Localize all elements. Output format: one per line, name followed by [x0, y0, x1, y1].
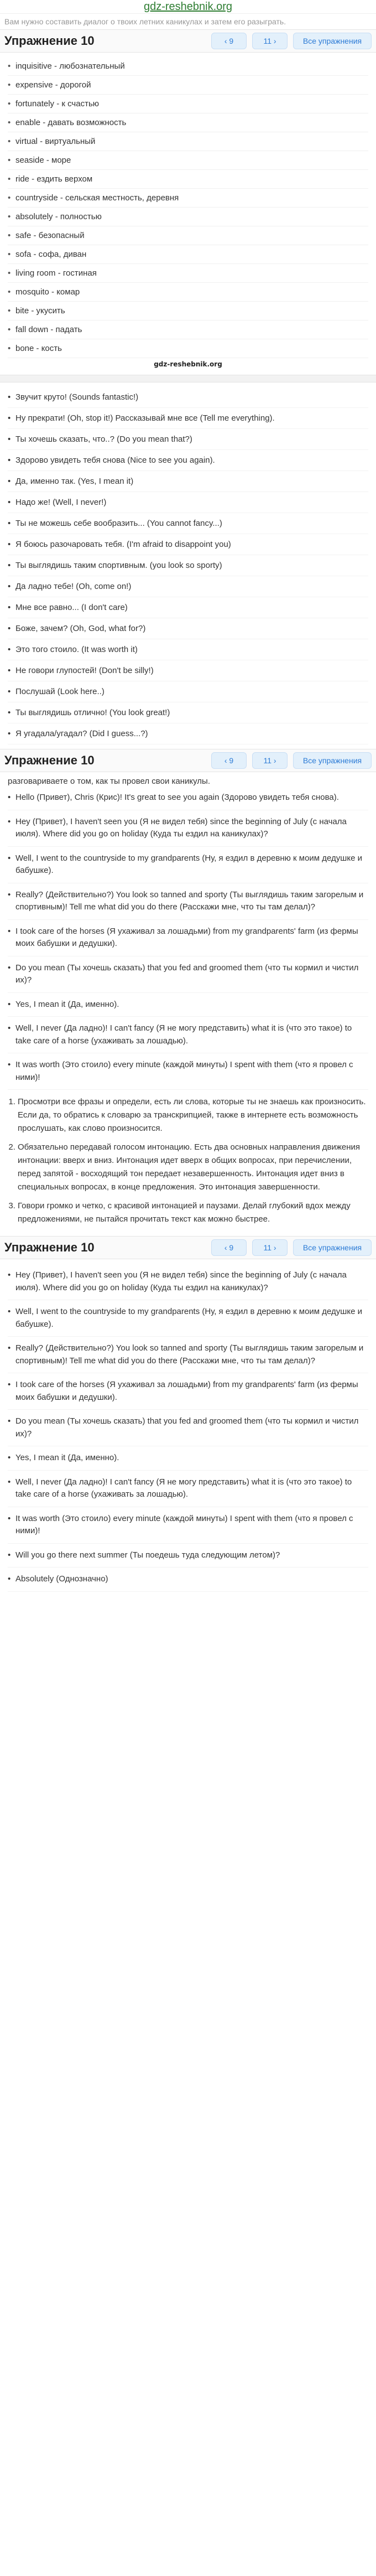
list-item: • living room - гостиная	[8, 264, 368, 283]
next-exercise-button[interactable]: 11 ›	[252, 1239, 288, 1256]
list-item: • virtual - виртуальный	[8, 132, 368, 151]
list-item: • expensive - дорогой	[8, 76, 368, 95]
list-item: • countryside - сельская местность, деревня	[8, 189, 368, 208]
list-item: • mosquito - комар	[8, 283, 368, 302]
list-item: • Надо же! (Well, I never!)	[8, 492, 368, 513]
next-exercise-button[interactable]: 11 ›	[252, 33, 288, 49]
divider	[0, 375, 376, 382]
list-item: • Боже, зачем? (Oh, God, what for?)	[8, 618, 368, 639]
exercise-header	[0, 29, 376, 53]
list-item: • Да ладно тебе! (Oh, come on!)	[8, 576, 368, 597]
list-item: • Well, I went to the countryside to my grandparents (Ну, я ездил в деревню к моим дедушке и бабушке).	[8, 1300, 368, 1337]
list-item: • bite - укусить	[8, 302, 368, 320]
list-item: • Ну прекрати! (Oh, stop it!) Рассказывай мне все (Tell me everything).	[8, 408, 368, 429]
vocabulary-section	[0, 53, 376, 375]
exercise-title: Упражнение 10	[4, 34, 95, 48]
list-item: • Hey (Привет), I haven't seen you (Я не видел тебя) since the beginning of July (с начала июля). Where did you go on holiday (Куда ты ездил на каникулах)?	[8, 810, 368, 847]
list-item: • Really? (Действительно?) You look so tanned and sporty (Ты выглядишь таким загорелым и спортивным)! Tell me what did you do there (Расскажи мне, что ты там делал)?	[8, 883, 368, 920]
list-item: • Это того стоило. (It was worth it)	[8, 639, 368, 660]
list-item: • Yes, I mean it (Да, именно).	[8, 993, 368, 1017]
list-item: • absolutely - полностью	[8, 208, 368, 226]
list-item: • safe - безопасный	[8, 226, 368, 245]
dialogue-intro: разговариваете о том, как ты провел свои каникулы.	[8, 777, 210, 786]
list-item: • Я угадала/угадал? (Did I guess...?)	[8, 723, 368, 744]
list-item: • I took care of the horses (Я ухаживал за лошадьми) from my grandparents' farm (из фермы моих бабушки и дедушки).	[8, 920, 368, 956]
exercise-nav	[211, 1239, 372, 1256]
list-item: • Yes, I mean it (Да, именно).	[8, 1446, 368, 1471]
list-item: • Я боюсь разочаровать тебя. (I'm afraid to disappoint you)	[8, 534, 368, 555]
list-item: • Do you mean (Ты хочешь сказать) that you fed and groomed them (что ты кормил и чистил их)?	[8, 1410, 368, 1446]
list-item: • Ты не можешь себе вообразить... (You cannot fancy...)	[8, 513, 368, 534]
list-item: • It was worth (Это стоило) every minute (каждой минуты) I spent with them (что я провел с ними)!	[8, 1507, 368, 1544]
list-item: • Ты выглядишь таким спортивным. (you look so sporty)	[8, 555, 368, 576]
list-item: • Ты хочешь сказать, что..? (Do you mean that?)	[8, 429, 368, 450]
list-item: • fall down - падать	[8, 320, 368, 339]
all-exercises-button[interactable]: Все упражнения	[293, 752, 372, 769]
list-item: • enable - давать возможность	[8, 113, 368, 132]
note-item: 2. Обязательно передавай голосом интонацию. Есть два основных направления движения интонации: вверх и вниз. Интонация идет вверх в общих вопросах, при перечислении, перед запятой - восходящий тон передает незавершенность. Интонация идет вниз в специальных вопросах, в конце предложения. Это интонация завершенности.	[18, 1141, 368, 1194]
watermark: gdz-reshebnik.org	[154, 360, 222, 368]
list-item: • fortunately - к счастью	[8, 95, 368, 113]
next-exercise-button[interactable]: 11 ›	[252, 752, 288, 769]
list-item: • Hello (Привет), Chris (Крис)! It's great to see you again (Здорово увидеть тебя снова).	[8, 786, 368, 810]
list-item: • Послушай (Look here..)	[8, 681, 368, 702]
exercise-nav	[211, 33, 372, 49]
list-item: • Well, I never (Да ладно)! I can't fancy (Я не могу представить) what it is (что это такое) to take care of a horse (ухаживать за лошадью).	[8, 1017, 368, 1053]
list-item: • seaside - море	[8, 151, 368, 170]
list-item: • Will you go there next summer (Ты поедешь туда следующим летом)?	[8, 1544, 368, 1568]
note-item: 3. Говори громко и четко, с красивой интонацией и паузами. Делай глубокий вдох между предложениями, не пытайся прочитать текст как можно быстрее.	[18, 1199, 368, 1226]
list-item: • I took care of the horses (Я ухаживал за лошадьми) from my grandparents' farm (из фермы моих бабушки и дедушки).	[8, 1373, 368, 1410]
list-item: • Звучит круто! (Sounds fantastic!)	[8, 387, 368, 408]
dialogue-section	[0, 772, 376, 1236]
exercise-title: Упражнение 10	[4, 1240, 95, 1254]
list-item: • Absolutely (Однозначно)	[8, 1568, 368, 1592]
list-item: • Hey (Привет), I haven't seen you (Я не видел тебя) since the beginning of July (с начала июля). Where did you go on holiday (Куда ты ездил на каникулах)?	[8, 1264, 368, 1300]
list-item: • bone - кость	[8, 339, 368, 358]
list-item: • inquisitive - любознательный	[8, 57, 368, 76]
site-title[interactable]: gdz-reshebnik.org	[0, 0, 376, 14]
prev-exercise-button[interactable]: ‹ 9	[211, 1239, 247, 1256]
list-item: • Really? (Действительно?) You look so tanned and sporty (Ты выглядишь таким загорелым и спортивным)! Tell me what did you do there (Расскажи мне, что ты там делал)?	[8, 1337, 368, 1373]
list-item: • Well, I never (Да ладно)! I can't fancy (Я не могу представить) what it is (что это такое) to take care of a horse (ухаживать за лошадью).	[8, 1471, 368, 1507]
list-item: • Да, именно так. (Yes, I mean it)	[8, 471, 368, 492]
exercise-title: Упражнение 10	[4, 753, 95, 767]
list-item: • Well, I went to the countryside to my grandparents (Ну, я ездил в деревню к моим дедушке и бабушке).	[8, 847, 368, 883]
prev-exercise-button[interactable]: ‹ 9	[211, 752, 247, 769]
list-item: • Do you mean (Ты хочешь сказать) that you fed and groomed them (что ты кормил и чистил их)?	[8, 956, 368, 993]
all-exercises-button[interactable]: Все упражнения	[293, 1239, 372, 1256]
all-exercises-button[interactable]: Все упражнения	[293, 33, 372, 49]
exercise-header	[0, 1236, 376, 1259]
note-item: 1. Просмотри все фразы и определи, есть ли слова, которые ты не знаешь как произносить. Если да, то обратись к словарю за транскрипцией, также в интернете есть возможность прослушать, как слово произносится.	[18, 1095, 368, 1135]
exercise-header	[0, 749, 376, 772]
list-item: • Мне все равно... (I don't care)	[8, 597, 368, 618]
list-item: • Здорово увидеть тебя снова (Nice to see you again).	[8, 450, 368, 471]
list-item: • ride - ездить верхом	[8, 170, 368, 189]
list-item: • sofa - софа, диван	[8, 245, 368, 264]
prev-exercise-button[interactable]: ‹ 9	[211, 33, 247, 49]
dialogue2-section	[0, 1259, 376, 1596]
list-item: • Не говори глупостей! (Don't be silly!)	[8, 660, 368, 681]
list-item: • It was worth (Это стоило) every minute (каждой минуты) I spent with them (что я провел с ними)!	[8, 1053, 368, 1090]
phrases-section	[0, 382, 376, 749]
exercise-nav	[211, 752, 372, 769]
intro-text: Вам нужно составить диалог о твоих летних каникулах и затем его разыграть.	[4, 17, 286, 26]
list-item: • Ты выглядишь отлично! (You look great!)	[8, 702, 368, 723]
